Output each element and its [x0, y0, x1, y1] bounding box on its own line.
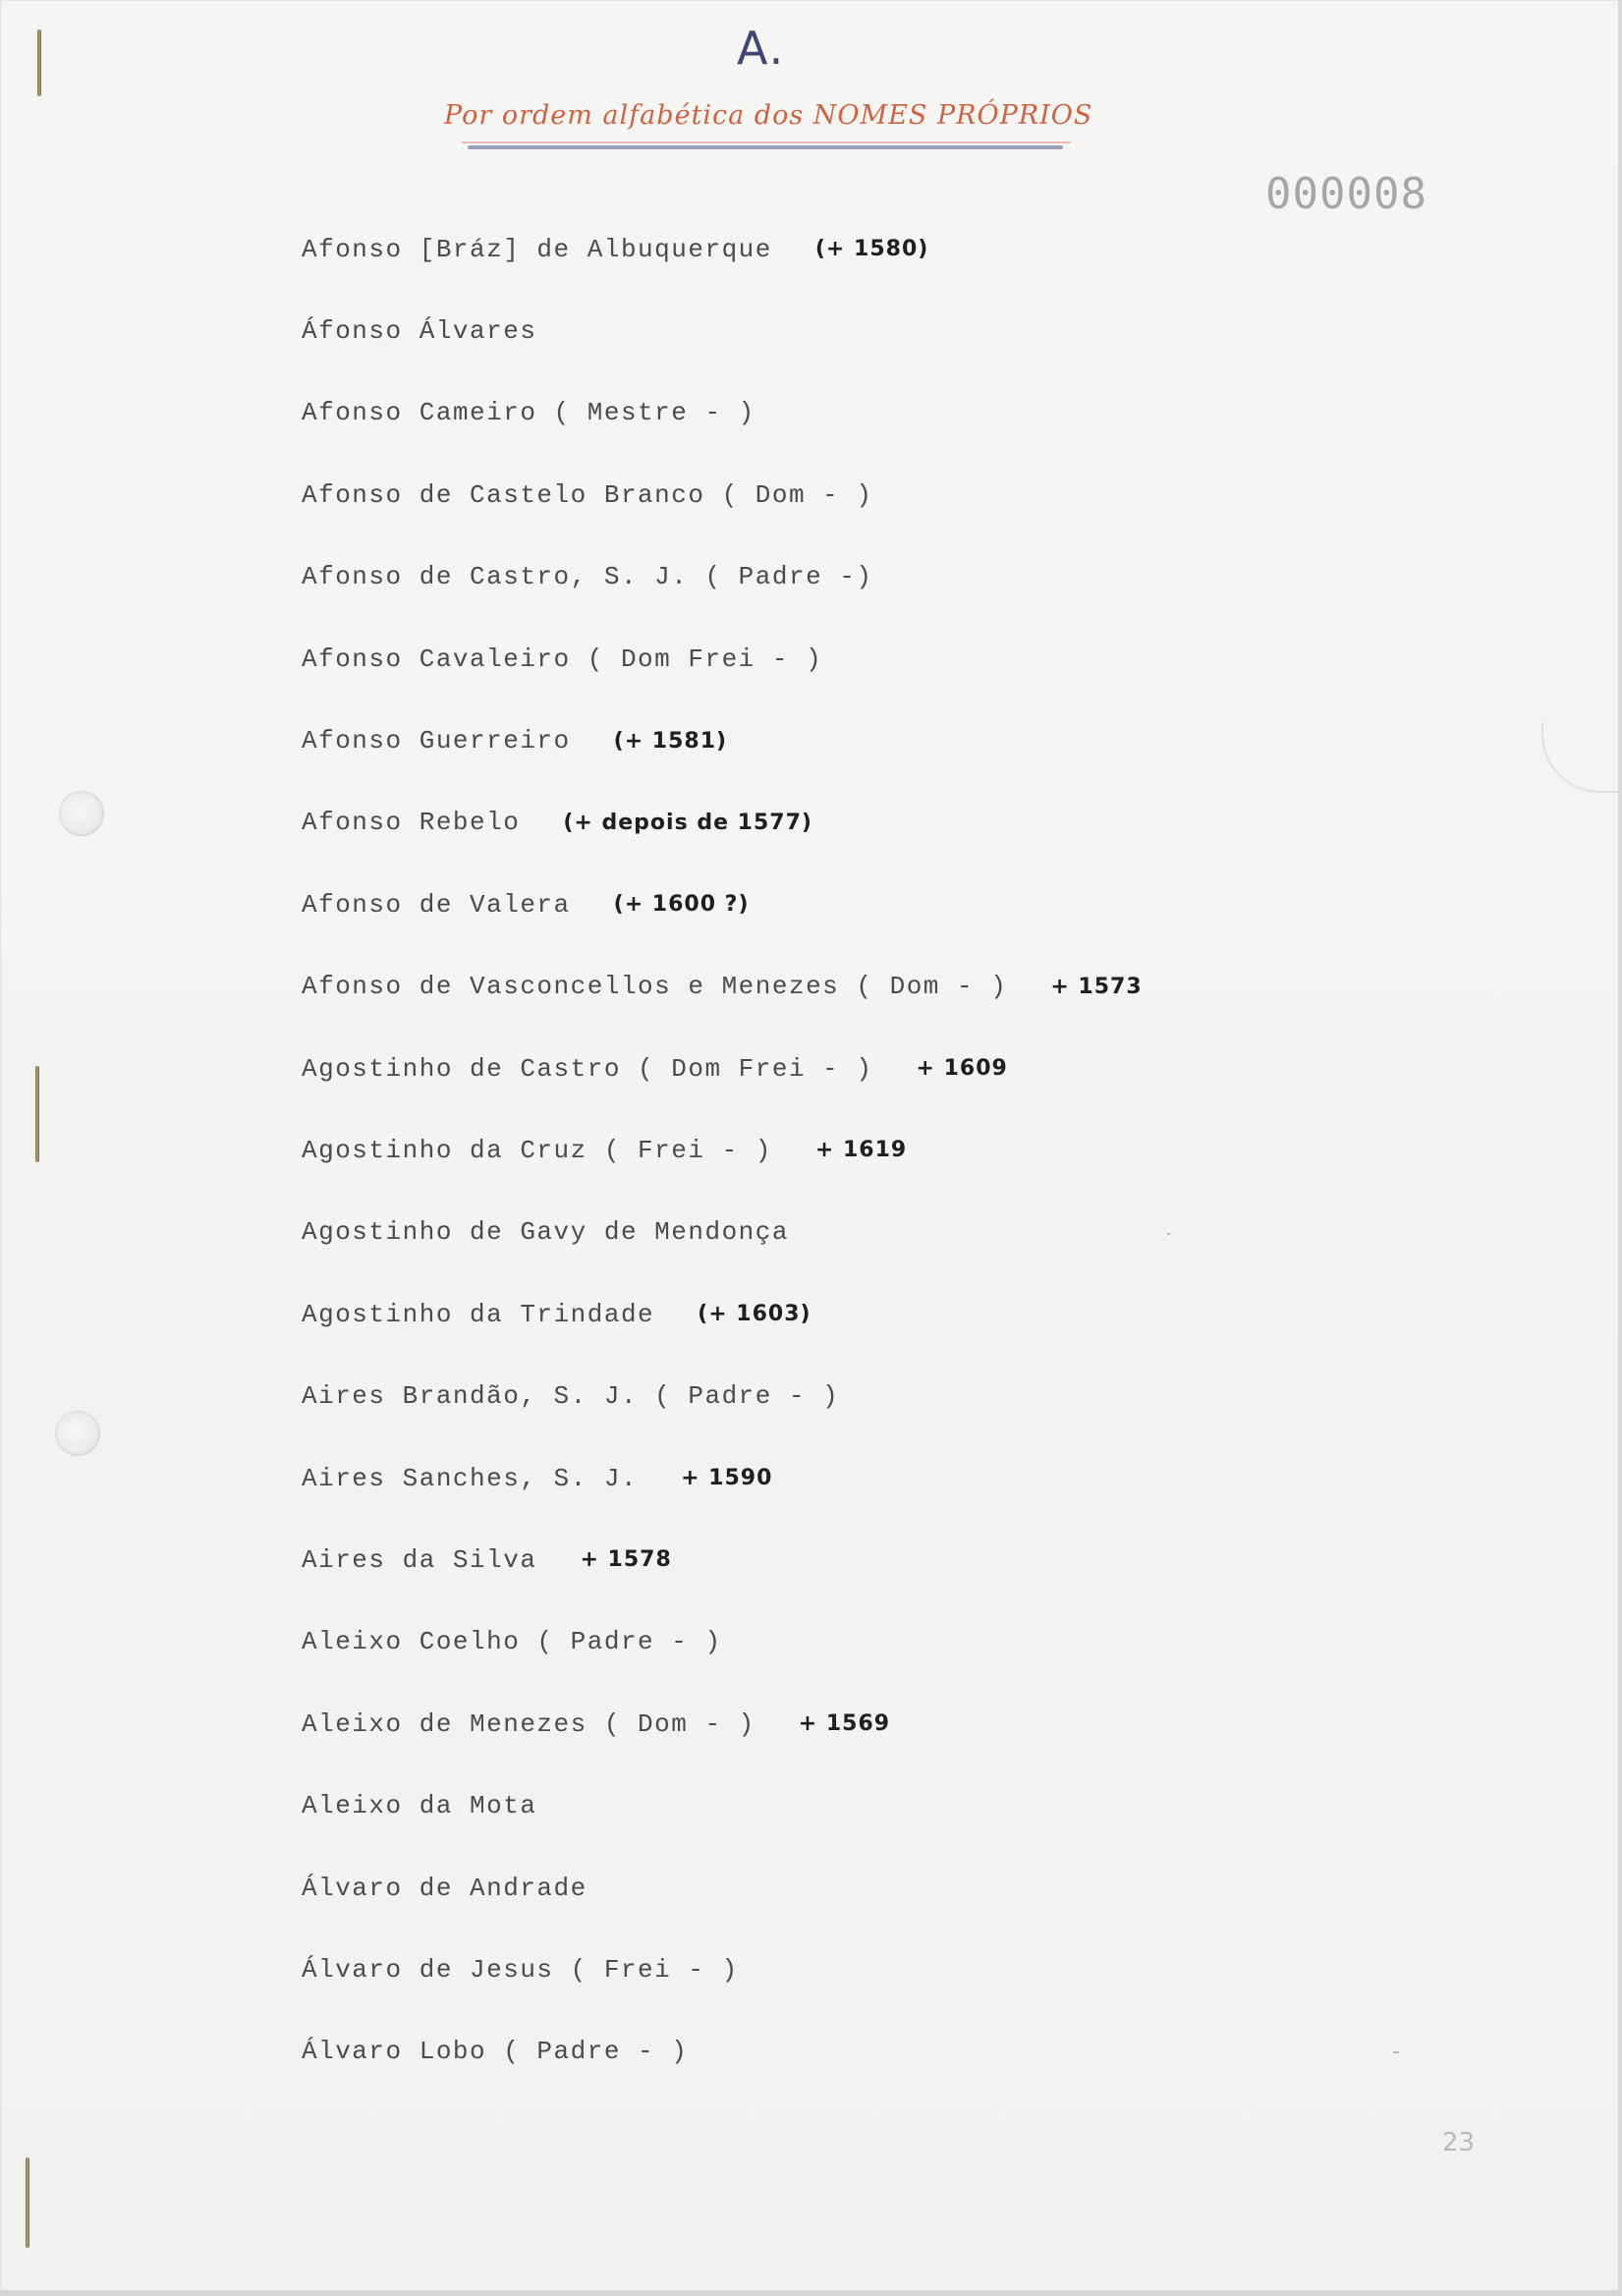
entry-name: Álvaro Lobo ( Padre - ): [302, 2037, 689, 2067]
list-item: [302, 700, 1143, 781]
entry-name: Aleixo Coelho ( Padre - ): [302, 1627, 722, 1657]
subtitle-underline: [462, 141, 1071, 143]
entry-date-note: (+ depois de 1577): [563, 810, 812, 835]
entry-name: Afonso [Bráz] de Albuquerque: [302, 234, 772, 264]
list-item: [302, 2011, 1143, 2093]
staple-mark: [35, 1066, 39, 1162]
entry-name: Agostinho da Cruz ( Frei - ): [302, 1135, 772, 1165]
entry-name: Aires Brandão, S. J. ( Padre - ): [302, 1381, 840, 1412]
page-edge: [1618, 0, 1622, 2296]
list-item: [302, 1028, 1143, 1109]
entry-date-note: + 1619: [814, 1138, 908, 1163]
page-edge: [0, 2290, 1622, 2296]
list-item: [302, 1847, 1143, 1929]
punch-hole: [55, 1411, 100, 1456]
page-curl: [1541, 722, 1622, 793]
list-item: [302, 1437, 1143, 1519]
list-item: [302, 536, 1143, 618]
list-item: [302, 208, 1143, 290]
entry-name: Agostinho de Castro ( Dom Frei - ): [302, 1053, 873, 1084]
list-item: [302, 864, 1143, 945]
list-item: [302, 618, 1143, 700]
page-number: 23: [1442, 2128, 1476, 2157]
list-item: [302, 1601, 1143, 1683]
entry-name: Afonso Rebelo: [302, 808, 521, 838]
entry-name: Aleixo da Mota: [302, 1791, 537, 1821]
list-item: [302, 1683, 1143, 1764]
entry-name: Aleixo de Menezes ( Dom - ): [302, 1708, 755, 1739]
entry-name: Álvaro de Andrade: [302, 1873, 587, 1903]
list-item: [302, 946, 1143, 1028]
entry-name: Afonso de Castro, S. J. ( Padre -): [302, 562, 873, 592]
list-item: [302, 1519, 1143, 1600]
entry-date-note: + 1609: [916, 1056, 1008, 1082]
entry-date-note: + 1573: [1050, 974, 1143, 999]
names-list: [302, 208, 1143, 2093]
entry-name: Aires da Silva: [302, 1544, 537, 1575]
entry-date-note: + 1590: [681, 1466, 773, 1491]
staple-mark: [26, 2157, 29, 2248]
entry-name: Afonso Guerreiro: [302, 726, 571, 756]
entry-date-note: (+ 1603): [698, 1302, 811, 1327]
entry-date-note: (+ 1600 ?): [613, 892, 750, 918]
entry-name: Afonso de Valera: [302, 889, 571, 920]
subtitle-underline: [468, 145, 1063, 149]
entry-name: Áfonso Álvares: [302, 316, 537, 347]
entry-name: Agostinho de Gavy de Mendonça: [302, 1217, 789, 1248]
entry-name: Afonso Cameiro ( Mestre - ): [302, 398, 755, 428]
staple-mark: [37, 29, 41, 96]
list-item: [302, 1929, 1143, 2010]
entry-date-note: (+ 1580): [814, 237, 929, 262]
entry-name: Aires Sanches, S. J.: [302, 1463, 639, 1493]
entry-name: Agostinho da Trindade: [302, 1299, 655, 1329]
entry-date-note: (+ 1581): [613, 728, 728, 754]
entry-name: Afonso Cavaleiro ( Dom Frei - ): [302, 644, 823, 674]
subtitle-handwritten: Por ordem alfabética dos NOMES PRÓPRIOS: [444, 100, 1093, 131]
list-item: [302, 782, 1143, 864]
entry-name: Afonso de Vasconcellos e Menezes ( Dom - ): [302, 972, 1008, 1002]
list-item: [302, 290, 1143, 371]
list-item: [302, 1273, 1143, 1355]
list-item: [302, 1192, 1143, 1273]
section-letter-heading: A.: [737, 22, 786, 75]
list-item: [302, 372, 1143, 454]
entry-date-note: + 1578: [580, 1547, 672, 1573]
faint-mark: [1393, 2051, 1399, 2053]
list-item: [302, 454, 1143, 535]
list-item: [302, 1764, 1143, 1846]
document-number-stamp: 000008: [1265, 169, 1427, 219]
entry-name: Álvaro de Jesus ( Frei - ): [302, 1954, 739, 1985]
entry-date-note: + 1569: [798, 1711, 891, 1737]
entry-name: Afonso de Castelo Branco ( Dom - ): [302, 479, 873, 510]
list-item: [302, 1355, 1143, 1436]
punch-hole: [59, 791, 104, 836]
list-item: [302, 1109, 1143, 1191]
faint-mark: [1167, 1233, 1170, 1235]
